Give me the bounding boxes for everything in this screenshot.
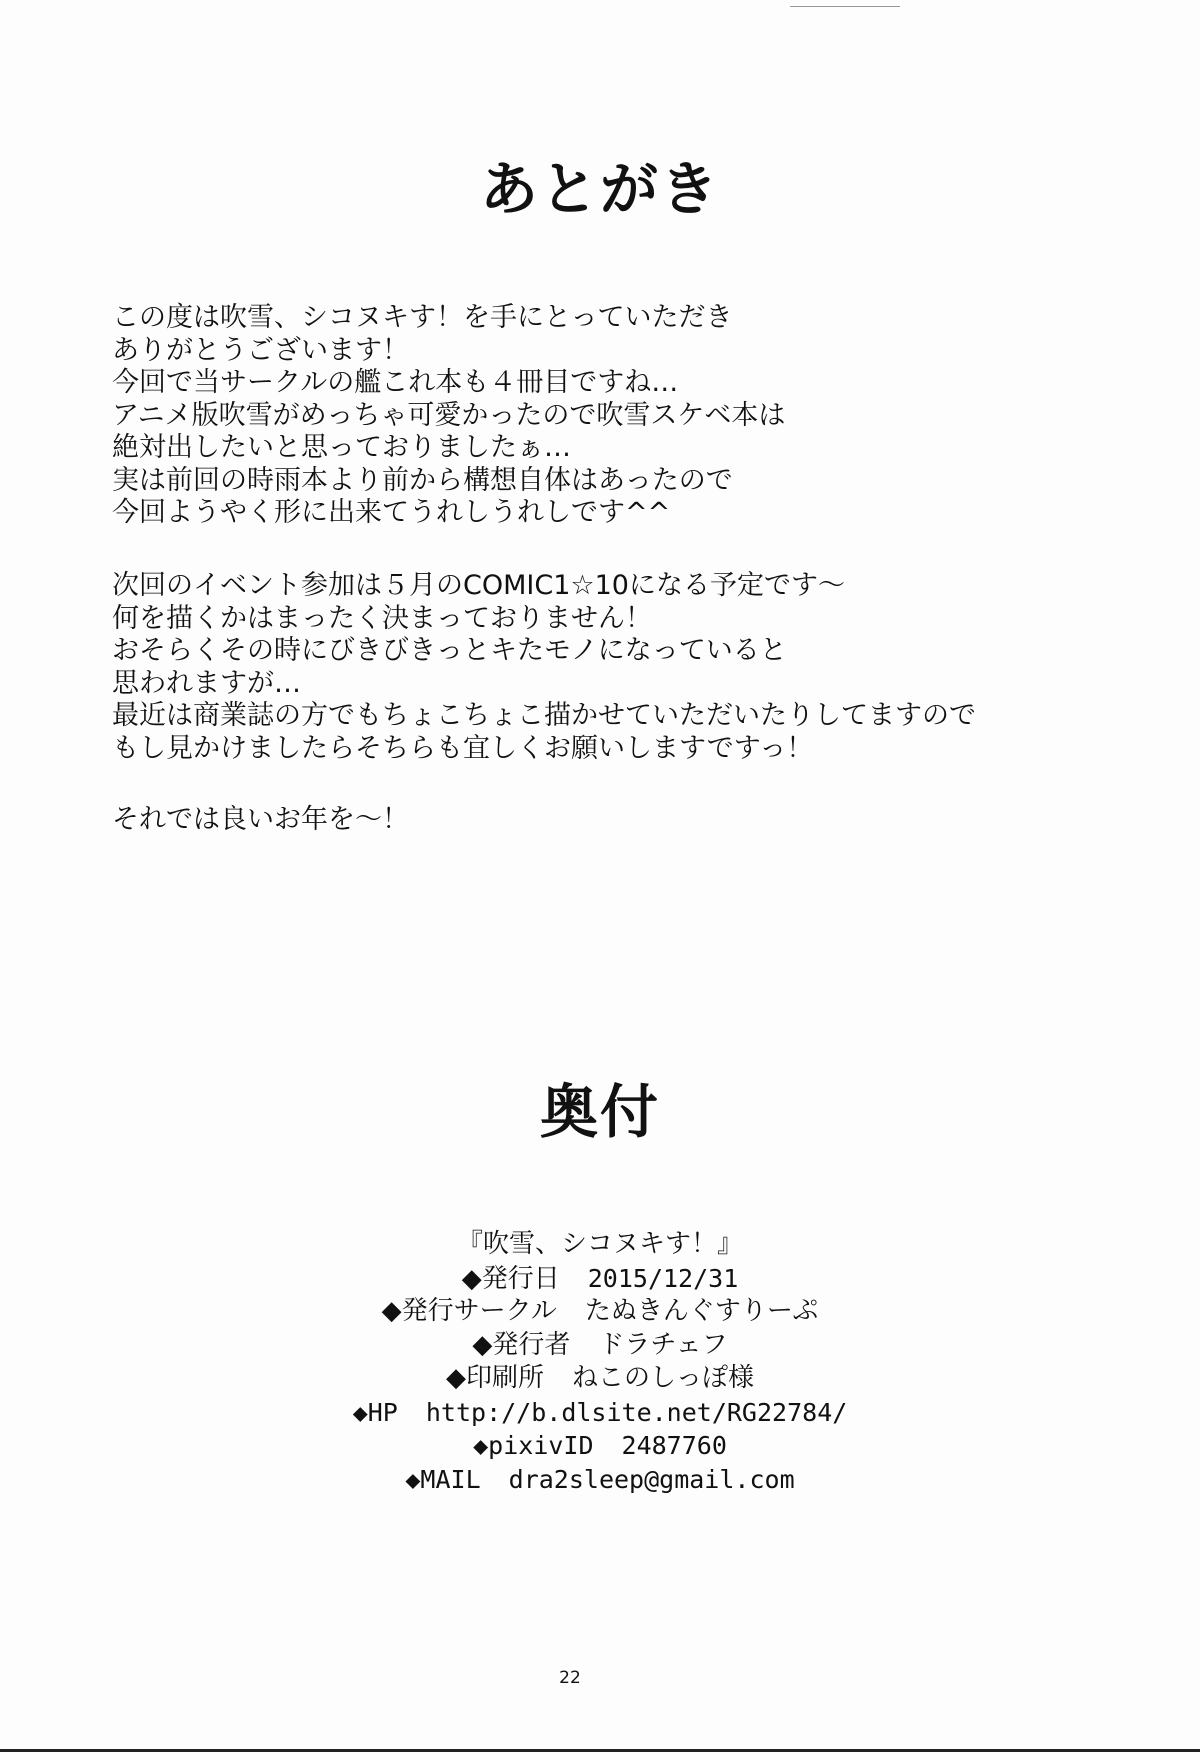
colophon-value: たぬきんぐすりーぷ [584,1296,819,1326]
colophon-label: ◆印刷所 [445,1363,544,1393]
colophon-label: ◆発行サークル [381,1296,557,1326]
afterword-line: 今回ようやく形に出来てうれしうれしです^^ [112,497,671,528]
colophon-row-circle [0,1295,1200,1329]
afterword-line: 思われますが… [112,667,301,699]
page-number: 22 [559,1668,581,1688]
afterword-line: 今回で当サークルの艦これ本も４冊目ですね… [112,367,679,398]
colophon-value: 2015/12/31 [587,1263,739,1293]
colophon-value: ねこのしっぽ様 [571,1363,754,1393]
colophon-row-publisher [0,1329,1200,1363]
scan-mark [790,6,900,7]
afterword-line: ありがとうございます！ [112,334,409,366]
afterword-line: この度は吹雪、シコヌキす！を手にとっていただき [112,302,733,333]
colophon-row-homepage [0,1396,1200,1430]
afterword-line: アニメ版吹雪がめっちゃ可愛かったので吹雪スケベ本は [112,399,786,431]
colophon-value: http://b.dlsite.net/RG22784/ [425,1397,848,1427]
colophon-row-mail [0,1463,1200,1497]
colophon-details [0,1228,1200,1496]
colophon-row-release-date [0,1262,1200,1296]
colophon-value: 2487760 [621,1431,727,1460]
afterword-paragraph-1 [112,302,1092,530]
afterword-line: 最近は商業誌の方でもちょこちょこ描かせていただいたりしてますので [112,700,976,731]
afterword-line: もし見かけましたらそちらも宜しくお願いしますですっ！ [112,732,814,764]
afterword-line: 何を描くかはまったく決まっておりません！ [112,602,652,634]
colophon-value: ドラチェフ [598,1329,728,1360]
colophon-label: ◆発行者 [472,1329,571,1360]
afterword-paragraph-2 [112,570,1092,765]
afterword-line: それでは良いお年を～！ [112,804,409,835]
colophon-label: ◆MAIL [405,1464,481,1494]
colophon-heading: 奥付 [539,1078,660,1146]
afterword-heading: あとがき [479,155,720,223]
afterword-line: おそらくその時にびきびきっとキたモノになっていると [112,635,787,666]
afterword-line: 次回のイベント参加は５月のCOMIC1☆10になる予定です～ [112,570,845,601]
colophon-row-pixiv [0,1429,1200,1463]
colophon-label: ◆HP [352,1397,398,1427]
colophon-label: ◆発行日 [461,1263,560,1294]
afterword-paragraph-3 [112,804,1092,837]
colophon-row-printer [0,1362,1200,1396]
colophon-book-title: 『吹雪、シコヌキす！』 [456,1229,743,1259]
colophon-label: ◆pixivID [473,1431,594,1460]
colophon-value: dra2sleep@gmail.com [508,1464,795,1494]
afterword-line: 絶対出したいと思っておりましたぁ… [112,432,571,463]
afterword-line: 実は前回の時雨本より前から構想自体はあったので [112,464,733,496]
